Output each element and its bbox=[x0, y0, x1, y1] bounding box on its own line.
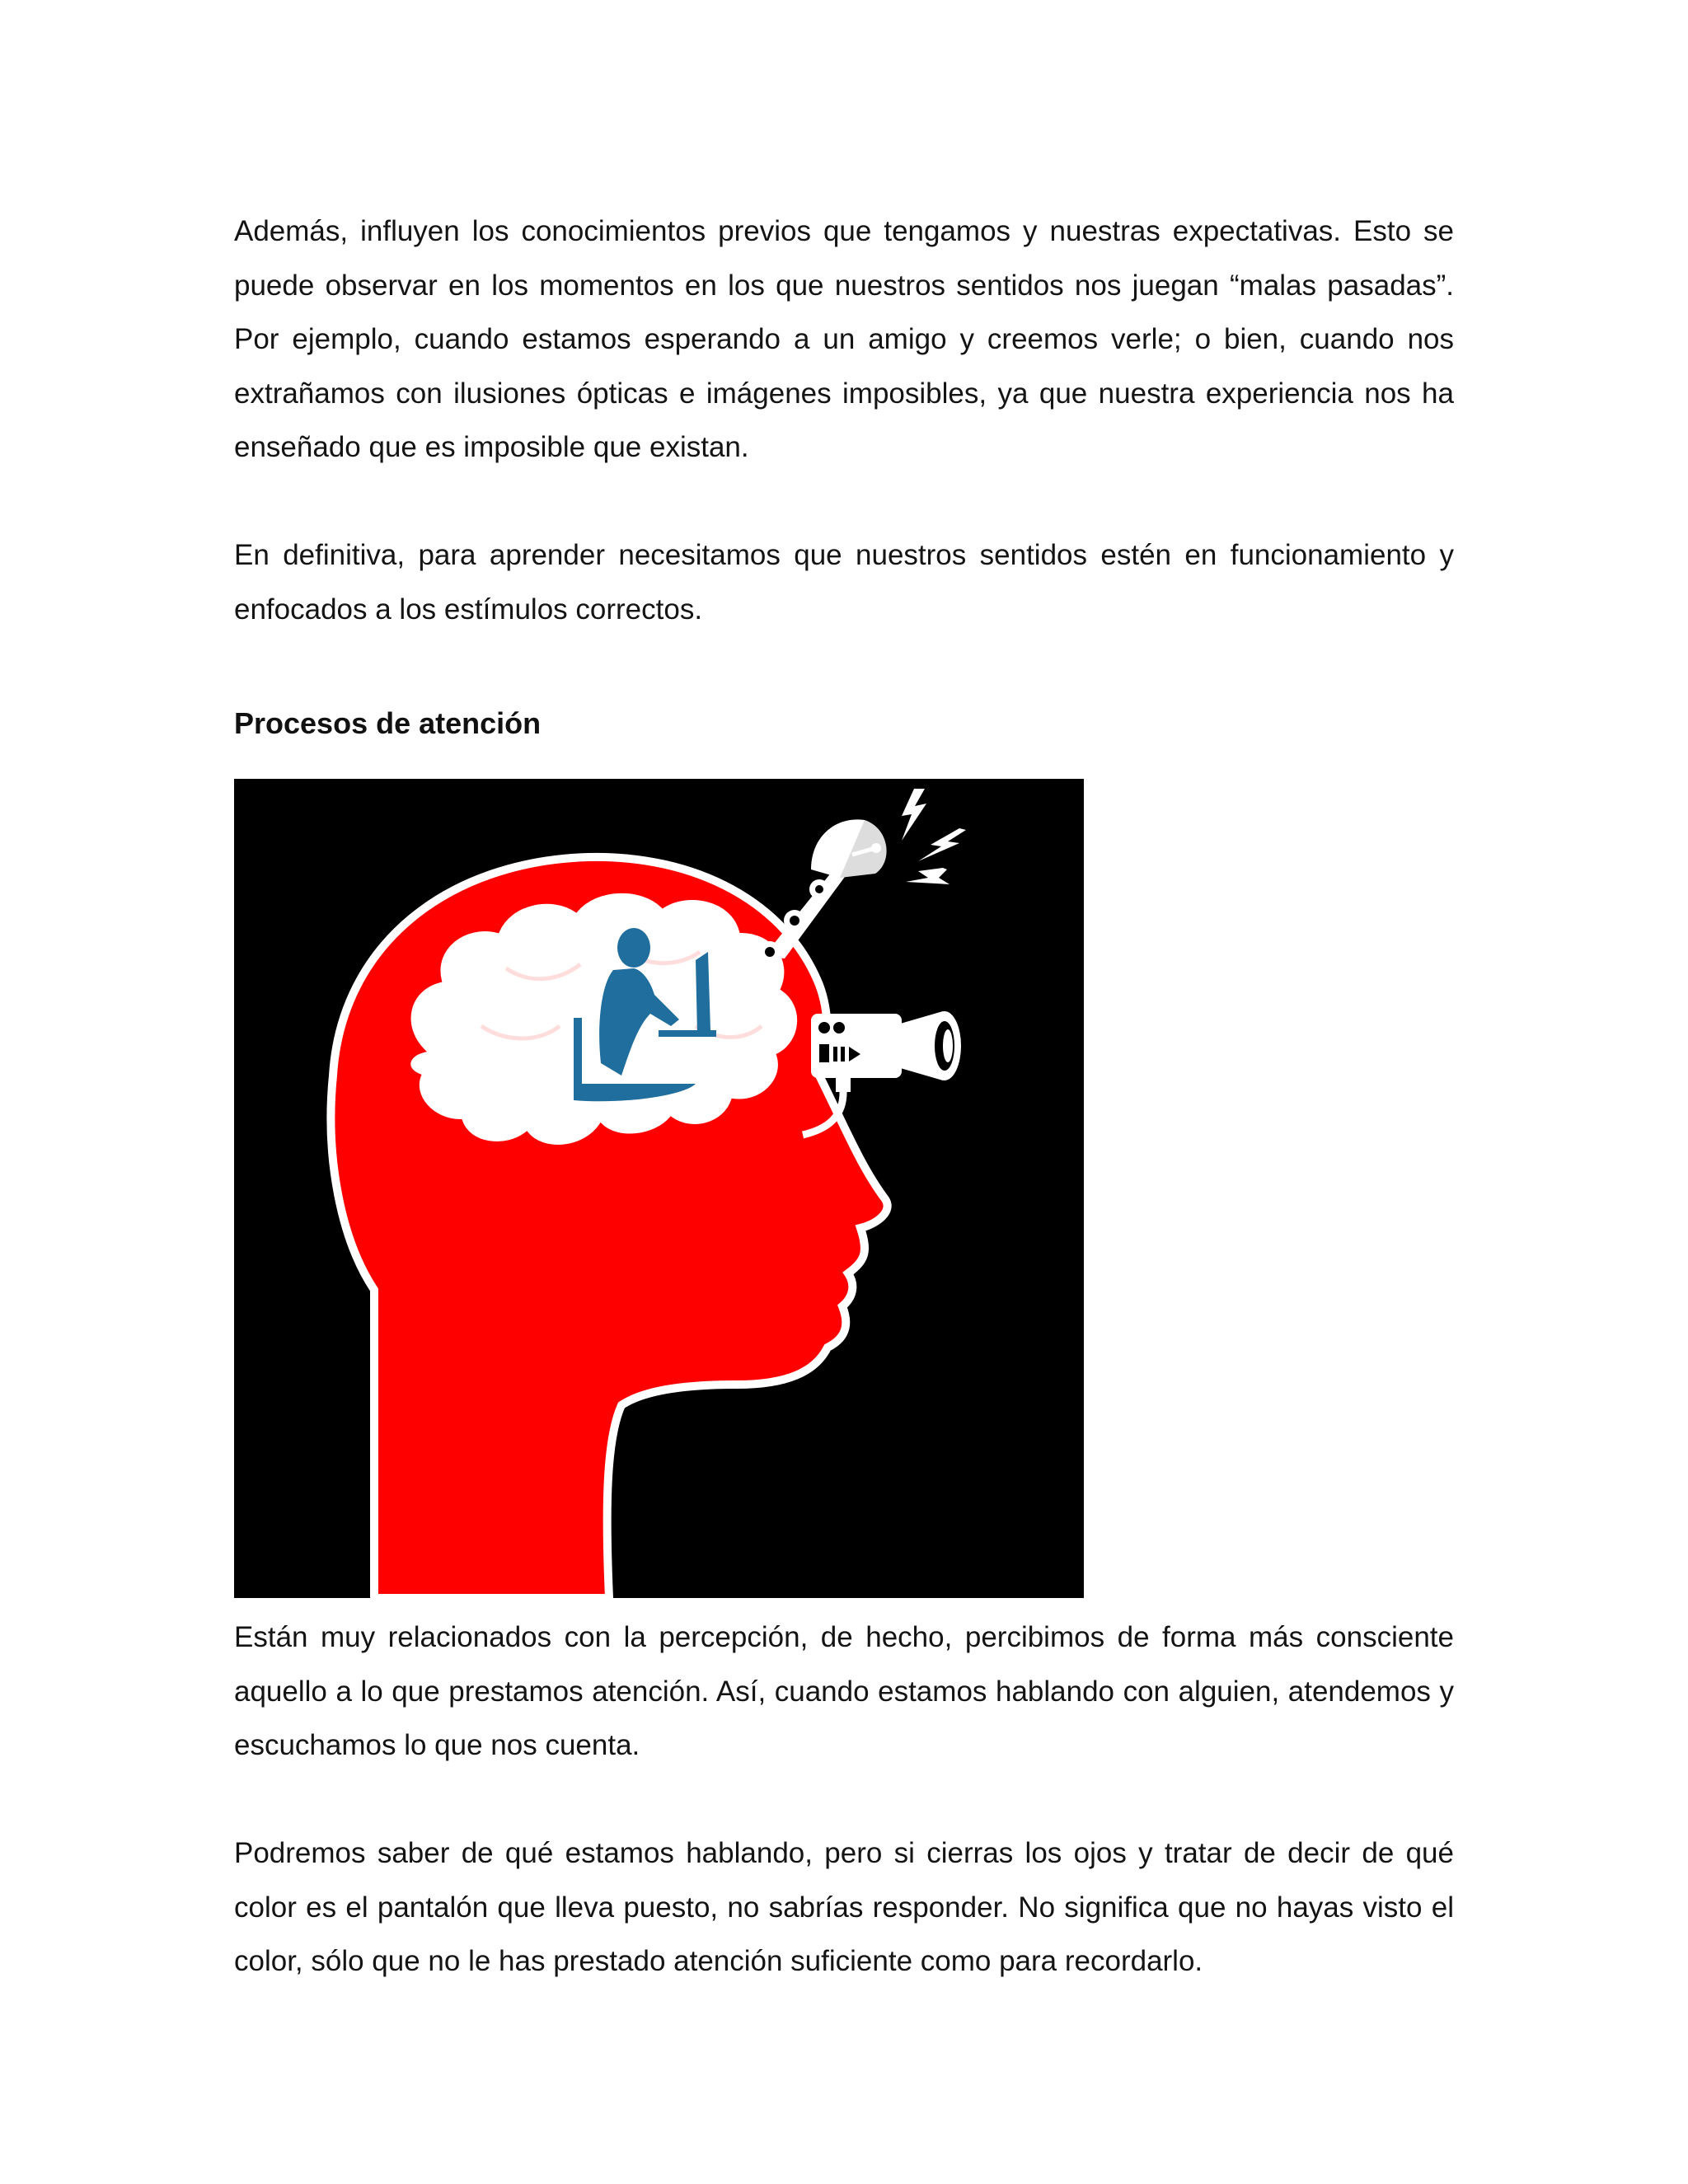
section-heading: Procesos de atención bbox=[234, 706, 542, 740]
satellite-dish-icon bbox=[759, 819, 887, 963]
attention-illustration-svg bbox=[234, 779, 1084, 1598]
paragraph-conclusion-senses: En definitiva, para aprender necesitamos que nuestros sentidos estén en funcionamiento y enfocados a los estímulos correctos. bbox=[234, 539, 1454, 626]
paragraph-expectations: Además, influyen los conocimientos previos que tengamos y nuestras expectativas. Esto se puede observar en los momentos en los que nuestros sentidos nos juegan “malas pasadas”. Por ejemplo, cuando estamos esperando a un amigo y creemos verle; o bien, cuando nos extrañamos con ilusiones ópticas e imágenes imposibles, ya que nuestra experiencia nos ha enseñado que es imposible que existan. bbox=[234, 215, 1454, 463]
lightning-icon bbox=[902, 789, 966, 884]
attention-illustration bbox=[234, 779, 1084, 1598]
paragraph-attention-perception: Están muy relacionados con la percepción, de hecho, percibimos de forma más consciente aquello a lo que prestamos atención. Así, cuando estamos hablando con alguien, atendemos y escuchamos lo que nos cuenta. bbox=[234, 1621, 1454, 1761]
paragraph-color-example: Podremos saber de qué estamos hablando, pero si cierras los ojos y tratar de decir de qué color es el pantalón que lleva puesto, no sabrías responder. No significa que no hayas visto el color, sólo que no le has prestado atención suficiente como para recordarlo. bbox=[234, 1837, 1454, 1977]
